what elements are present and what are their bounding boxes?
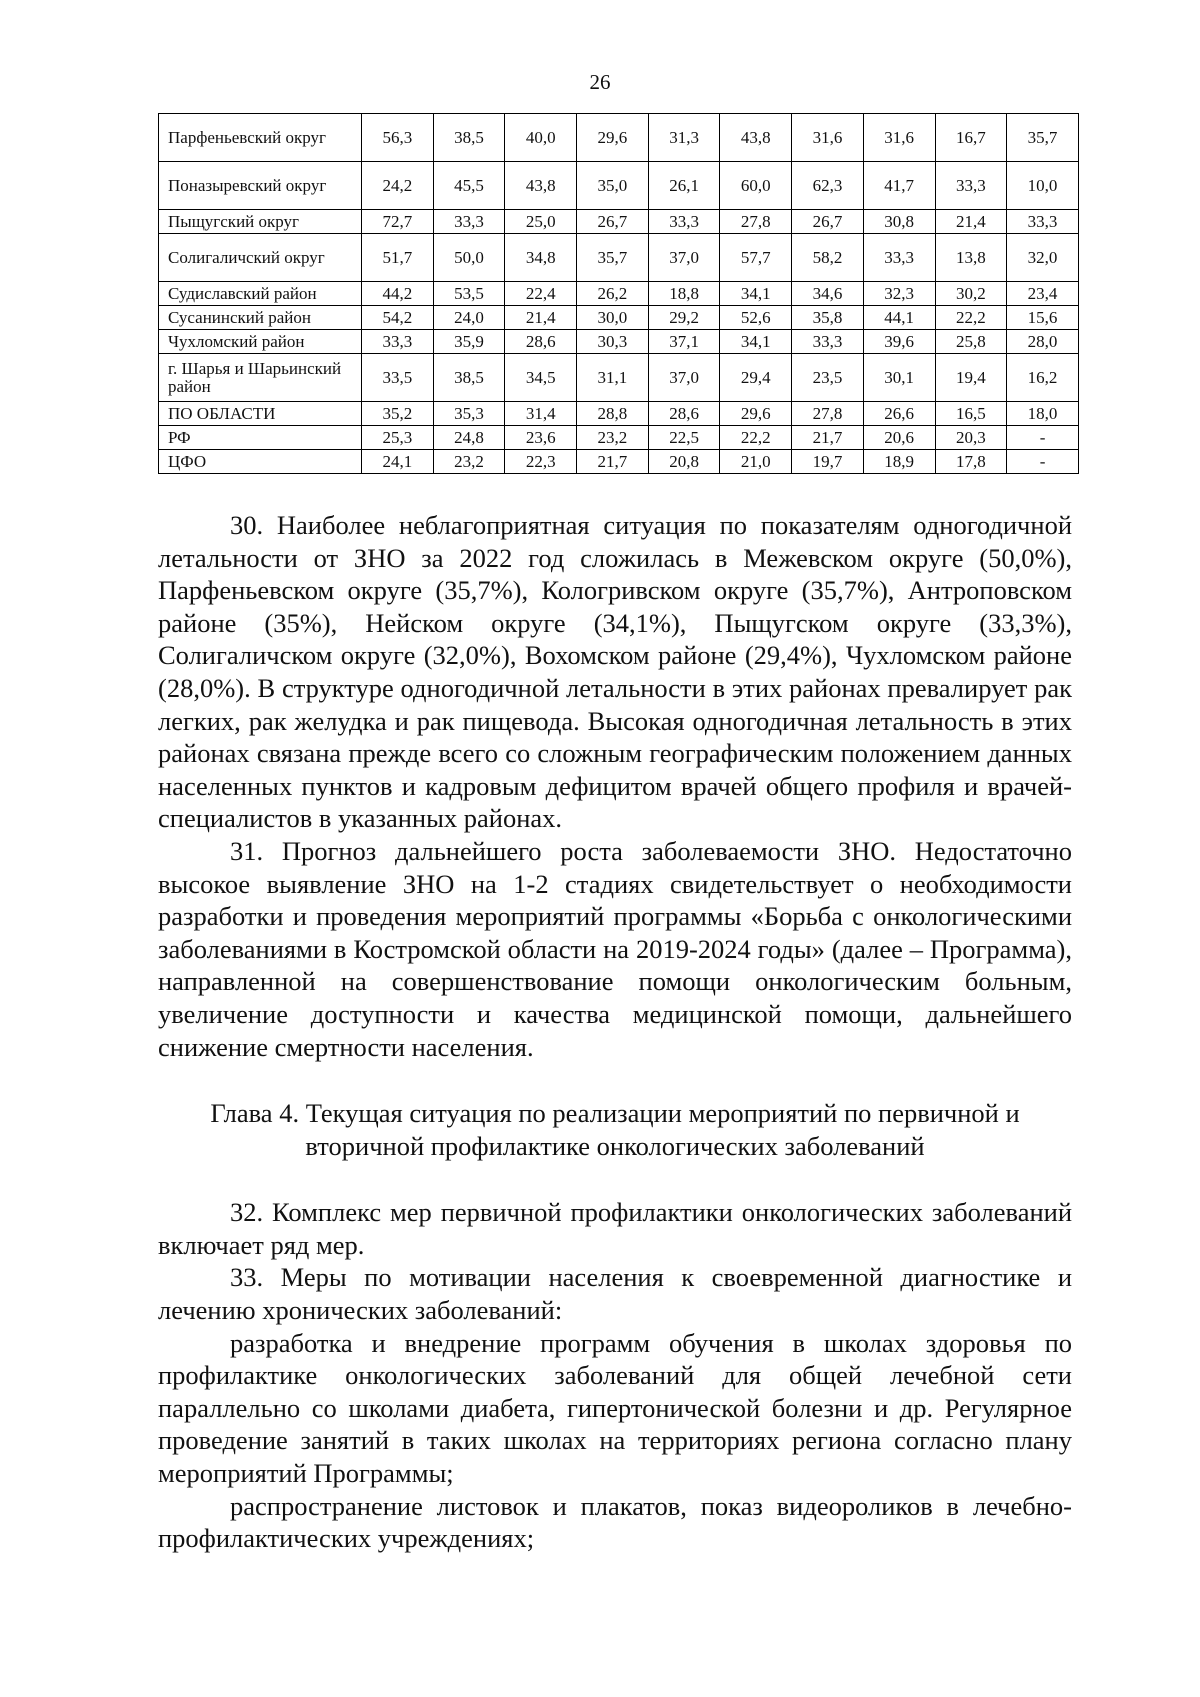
table-cell: 22,2 bbox=[935, 306, 1007, 330]
table-cell: 30,2 bbox=[935, 282, 1007, 306]
table-cell: 26,6 bbox=[863, 402, 935, 426]
table-cell: 30,0 bbox=[577, 306, 649, 330]
table-cell: 15,6 bbox=[1007, 306, 1079, 330]
table-cell: 22,5 bbox=[648, 426, 720, 450]
table-cell: 16,7 bbox=[935, 114, 1007, 162]
table-row bbox=[159, 426, 1079, 450]
table-cell: 26,7 bbox=[577, 210, 649, 234]
row-label: Поназыревский округ bbox=[159, 162, 362, 210]
paragraph-31: 31. Прогноз дальнейшего роста заболеваемости ЗНО. Недостаточно высокое выявление ЗНО на 1-2 стадиях свидетельствует о необходимости разработки и проведения мероприятий программы «Борьба с онкологическими заболеваниями в Костромской области на 2019-2024 годы» (далее – Программа), направленной на совершенствование помощи онкологическим больным, увеличение доступности и качества медицинской помощи, дальнейшего снижение смертности населения. bbox=[158, 835, 1072, 1062]
table-cell: 18,9 bbox=[863, 450, 935, 474]
table-cell: 72,7 bbox=[362, 210, 434, 234]
table-cell: 32,3 bbox=[863, 282, 935, 306]
table-row bbox=[159, 402, 1079, 426]
table-cell: 58,2 bbox=[792, 234, 864, 282]
table-cell: 23,2 bbox=[577, 426, 649, 450]
table-body bbox=[159, 114, 1079, 474]
table-cell: 22,3 bbox=[505, 450, 577, 474]
row-label: Чухломский район bbox=[159, 330, 362, 354]
table-cell: 26,1 bbox=[648, 162, 720, 210]
paragraph-33: 33. Меры по мотивации населения к своевременной диагностике и лечению хронических заболеваний: bbox=[158, 1262, 1072, 1326]
table-cell: 28,8 bbox=[577, 402, 649, 426]
table-cell: 62,3 bbox=[792, 162, 864, 210]
table-cell: 35,9 bbox=[433, 330, 505, 354]
table-cell: 24,0 bbox=[433, 306, 505, 330]
table-cell: 33,5 bbox=[362, 354, 434, 402]
table-cell: 41,7 bbox=[863, 162, 935, 210]
table-cell: - bbox=[1007, 450, 1079, 474]
table-cell: 19,7 bbox=[792, 450, 864, 474]
paragraph-30: 30. Наиболее неблагоприятная ситуация по показателям одногодичной летальности от ЗНО за 2022 год сложилась в Межевском округе (50,0%), Парфеньевском округе (35,7%), Кологривском округе (35,7%), Антроповском районе (35%), Нейском округе (34,1%), Пыщугском округе (33,3%), Солигаличском округе (32,0%), Вохомском районе (29,4%), Чухломском районе (28,0%). В структуре одногодичной летальности в этих районах превалирует рак легких, рак желудка и рак пищевода. Высокая одногодичная летальность в этих районах связана прежде всего со сложным географическим положением данных населенных пунктов и кадровым дефицитом врачей общего профиля и врачей-специалистов в указанных районах. bbox=[158, 510, 1072, 834]
table-cell: 21,4 bbox=[505, 306, 577, 330]
table-cell: 34,8 bbox=[505, 234, 577, 282]
table-row bbox=[159, 330, 1079, 354]
table-cell: 25,3 bbox=[362, 426, 434, 450]
row-label: ЦФО bbox=[159, 450, 362, 474]
table-cell: 28,6 bbox=[505, 330, 577, 354]
table-cell: 25,0 bbox=[505, 210, 577, 234]
table-row bbox=[159, 306, 1079, 330]
table-cell: 16,5 bbox=[935, 402, 1007, 426]
table-cell: 60,0 bbox=[720, 162, 792, 210]
table-cell: 23,5 bbox=[792, 354, 864, 402]
table-cell: 30,8 bbox=[863, 210, 935, 234]
table-cell: 29,2 bbox=[648, 306, 720, 330]
table-cell: 35,7 bbox=[577, 234, 649, 282]
table-cell: 23,4 bbox=[1007, 282, 1079, 306]
table-cell: 56,3 bbox=[362, 114, 434, 162]
page-number: 26 bbox=[589, 70, 611, 94]
table-cell: 31,6 bbox=[863, 114, 935, 162]
table-cell: 44,1 bbox=[863, 306, 935, 330]
table-cell: 17,8 bbox=[935, 450, 1007, 474]
table-cell: 26,2 bbox=[577, 282, 649, 306]
table-cell: 35,8 bbox=[792, 306, 864, 330]
table-cell: 29,4 bbox=[720, 354, 792, 402]
row-label: Солигаличский округ bbox=[159, 234, 362, 282]
table-row bbox=[159, 282, 1079, 306]
chapter-heading: Глава 4. Текущая ситуация по реализации мероприятий по первичной и вторичной профилактике онкологических заболеваний bbox=[210, 1098, 1020, 1161]
table-cell: 37,0 bbox=[648, 354, 720, 402]
table-cell: 33,3 bbox=[433, 210, 505, 234]
table-cell: 30,1 bbox=[863, 354, 935, 402]
table-cell: 39,6 bbox=[863, 330, 935, 354]
table-cell: 22,2 bbox=[720, 426, 792, 450]
row-label: г. Шарья и Шарьинский район bbox=[159, 354, 362, 402]
table-cell: 44,2 bbox=[362, 282, 434, 306]
table-cell: 45,5 bbox=[433, 162, 505, 210]
table-cell: 21,7 bbox=[577, 450, 649, 474]
table-cell: 34,6 bbox=[792, 282, 864, 306]
table-cell: 31,3 bbox=[648, 114, 720, 162]
row-label: ПО ОБЛАСТИ bbox=[159, 402, 362, 426]
table-cell: 31,1 bbox=[577, 354, 649, 402]
table-cell: 29,6 bbox=[577, 114, 649, 162]
table-cell: 34,1 bbox=[720, 282, 792, 306]
table-cell: 28,0 bbox=[1007, 330, 1079, 354]
table-cell: 37,1 bbox=[648, 330, 720, 354]
table-cell: 31,6 bbox=[792, 114, 864, 162]
table-cell: 27,8 bbox=[720, 210, 792, 234]
table-cell: 43,8 bbox=[720, 114, 792, 162]
table-cell: 10,0 bbox=[1007, 162, 1079, 210]
table-cell: 37,0 bbox=[648, 234, 720, 282]
table-row bbox=[159, 354, 1079, 402]
list-item-schools: разработка и внедрение программ обучения в школах здоровья по профилактике онкологических заболеваний для общей лечебной сети параллельно со школами диабета, гипертонической болезни и др. Регулярное проведение занятий в таких школах на территориях региона согласно плану мероприятий Программы; bbox=[158, 1327, 1072, 1489]
table-cell: 35,3 bbox=[433, 402, 505, 426]
table-cell: 24,8 bbox=[433, 426, 505, 450]
table-cell: 31,4 bbox=[505, 402, 577, 426]
row-label: РФ bbox=[159, 426, 362, 450]
table-cell: 23,6 bbox=[505, 426, 577, 450]
table-cell: 40,0 bbox=[505, 114, 577, 162]
table-cell: 33,3 bbox=[935, 162, 1007, 210]
table-cell: 35,7 bbox=[1007, 114, 1079, 162]
table-cell: 20,8 bbox=[648, 450, 720, 474]
table-cell: 18,8 bbox=[648, 282, 720, 306]
table-cell: 21,0 bbox=[720, 450, 792, 474]
table-cell: 26,7 bbox=[792, 210, 864, 234]
table-cell: 33,3 bbox=[648, 210, 720, 234]
table-row bbox=[159, 450, 1079, 474]
table-row bbox=[159, 114, 1079, 162]
table-cell: 25,8 bbox=[935, 330, 1007, 354]
table-cell: 35,0 bbox=[577, 162, 649, 210]
row-label: Пыщугский округ bbox=[159, 210, 362, 234]
table-cell: 27,8 bbox=[792, 402, 864, 426]
table-cell: 33,3 bbox=[362, 330, 434, 354]
table-cell: 16,2 bbox=[1007, 354, 1079, 402]
table-row bbox=[159, 234, 1079, 282]
table-cell: 38,5 bbox=[433, 354, 505, 402]
table-cell: 20,6 bbox=[863, 426, 935, 450]
table-cell: 34,1 bbox=[720, 330, 792, 354]
table-cell: 54,2 bbox=[362, 306, 434, 330]
table-cell: 33,3 bbox=[792, 330, 864, 354]
table-cell: 19,4 bbox=[935, 354, 1007, 402]
table-cell: 43,8 bbox=[505, 162, 577, 210]
document-body bbox=[158, 509, 1072, 1555]
table-cell: 51,7 bbox=[362, 234, 434, 282]
lethality-table bbox=[158, 113, 1079, 474]
table-cell: 35,2 bbox=[362, 402, 434, 426]
table-cell: 33,3 bbox=[1007, 210, 1079, 234]
table-cell: 22,4 bbox=[505, 282, 577, 306]
table-cell: 18,0 bbox=[1007, 402, 1079, 426]
paragraph-32: 32. Комплекс мер первичной профилактики онкологических заболеваний включает ряд мер. bbox=[158, 1197, 1072, 1260]
table-cell: 50,0 bbox=[433, 234, 505, 282]
table-row bbox=[159, 162, 1079, 210]
table-cell: 32,0 bbox=[1007, 234, 1079, 282]
table-cell: 53,5 bbox=[433, 282, 505, 306]
table-cell: 21,4 bbox=[935, 210, 1007, 234]
table-cell: - bbox=[1007, 426, 1079, 450]
row-label: Сусанинский район bbox=[159, 306, 362, 330]
table-cell: 20,3 bbox=[935, 426, 1007, 450]
list-item-leaflets: распространение листовок и плакатов, показ видеороликов в лечебно-профилактических учреждениях; bbox=[158, 1490, 1072, 1554]
row-label: Судиславский район bbox=[159, 282, 362, 306]
table-cell: 33,3 bbox=[863, 234, 935, 282]
table-row bbox=[159, 210, 1079, 234]
table-cell: 57,7 bbox=[720, 234, 792, 282]
table-cell: 28,6 bbox=[648, 402, 720, 426]
table-cell: 52,6 bbox=[720, 306, 792, 330]
table-cell: 38,5 bbox=[433, 114, 505, 162]
table-cell: 21,7 bbox=[792, 426, 864, 450]
table-cell: 13,8 bbox=[935, 234, 1007, 282]
row-label: Парфеньевский округ bbox=[159, 114, 362, 162]
table-cell: 34,5 bbox=[505, 354, 577, 402]
table-cell: 30,3 bbox=[577, 330, 649, 354]
table-cell: 23,2 bbox=[433, 450, 505, 474]
table-cell: 24,2 bbox=[362, 162, 434, 210]
table-cell: 24,1 bbox=[362, 450, 434, 474]
table-cell: 29,6 bbox=[720, 402, 792, 426]
